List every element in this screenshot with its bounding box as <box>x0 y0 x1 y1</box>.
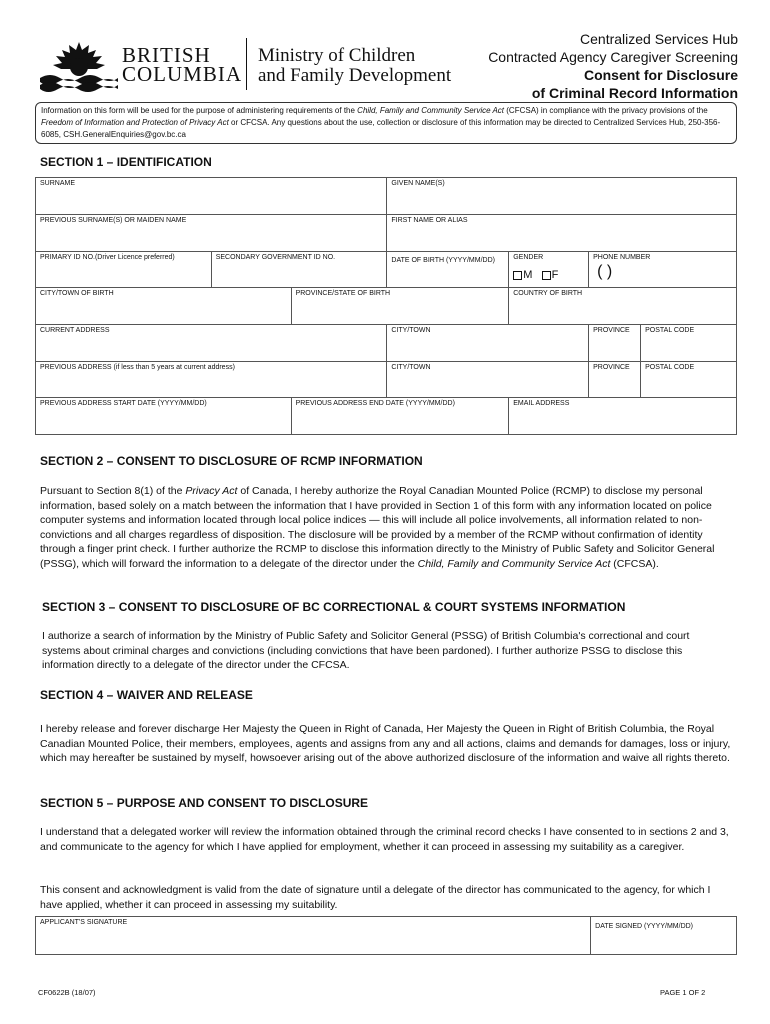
date-signed-field[interactable]: DATE SIGNED (YYYY/MM/DD) <box>591 917 737 955</box>
current-city-field[interactable]: CITY/TOWN <box>387 325 589 362</box>
previous-city-field[interactable]: CITY/TOWN <box>387 362 589 398</box>
ministry-name: Ministry of Children and Family Development <box>258 45 452 86</box>
title-line-2: Contracted Agency Caregiver Screening <box>488 49 738 65</box>
email-address-field[interactable]: EMAIL ADDRESS <box>509 398 737 435</box>
current-postal-code-field[interactable]: POSTAL CODE <box>641 325 737 362</box>
previous-address-field[interactable]: PREVIOUS ADDRESS (if less than 5 years at current address) <box>36 362 387 398</box>
identification-table <box>35 177 737 435</box>
page-number: PAGE 1 OF 2 <box>660 988 706 997</box>
phone-number-field[interactable]: PHONE NUMBER ( ) <box>589 252 737 288</box>
section5-text-2: This consent and acknowledgment is valid from the date of signature until a delegate of the director has communicated to the agency, for which I have applied, whether it can proceed in assessing my suitability. <box>40 884 711 911</box>
section3-text: I authorize a search of information by the Ministry of Public Safety and Solicitor General (PSSG) of British Columbia's correctional and court systems about criminal charges and convictions (including convictions that have been pardoned). I further authorize PSSG to disclose this information directly to a delegate of the director under the CFCSA. <box>42 630 690 671</box>
section4-text: I hereby release and forever discharge Her Majesty the Queen in Right of Canada, Her Majesty the Queen in Right of British Columbia, the Royal Canadian Mounted Police, their members, employees, agents and assigns from any and all actions, claims and demands for damages, loss or injury, which may hereafter be sustained by myself, howsoever arising out of the above authorized disclosure of the information and waive all rights thereto. <box>40 723 731 764</box>
signature-table <box>35 916 737 955</box>
bc-wordmark: BRITISH COLUMBIA <box>122 43 243 86</box>
bc-logo-icon <box>38 36 120 92</box>
gender-field: GENDER M F <box>509 252 589 288</box>
section3-title: SECTION 3 – CONSENT TO DISCLOSURE OF BC CORRECTIONAL & COURT SYSTEMS INFORMATION <box>42 600 626 614</box>
section5-text-1: I understand that a delegated worker will review the information obtained through the criminal record checks I have consented to in sections 2 and 3, and communicate to the agency for which I have applied for employment, whether it can proceed in assessing my suitability as a caregiver. <box>40 826 729 853</box>
primary-id-field[interactable]: PRIMARY ID NO.(Driver Licence preferred) <box>36 252 212 288</box>
prev-address-end-field[interactable]: PREVIOUS ADDRESS END DATE (YYYY/MM/DD) <box>291 398 509 435</box>
previous-province-field[interactable]: PROVINCE <box>589 362 641 398</box>
city-of-birth-field[interactable]: CITY/TOWN OF BIRTH <box>36 288 292 325</box>
country-of-birth-field[interactable]: COUNTRY OF BIRTH <box>509 288 737 325</box>
form-title-block <box>488 30 738 102</box>
previous-surname-field[interactable]: PREVIOUS SURNAME(S) OR MAIDEN NAME <box>36 215 387 252</box>
section4-title: SECTION 4 – WAIVER AND RELEASE <box>40 688 253 702</box>
section5-title: SECTION 5 – PURPOSE AND CONSENT TO DISCLOSURE <box>40 796 369 810</box>
first-name-alias-field[interactable]: FIRST NAME OR ALIAS <box>387 215 737 252</box>
title-line-4: of Criminal Record Information <box>531 85 738 101</box>
date-of-birth-field[interactable]: DATE OF BIRTH (YYYY/MM/DD) <box>387 252 509 288</box>
previous-postal-code-field[interactable]: POSTAL CODE <box>641 362 737 398</box>
given-names-field[interactable]: GIVEN NAME(S) <box>387 178 737 215</box>
secondary-id-field[interactable]: SECONDARY GOVERNMENT ID NO. <box>211 252 387 288</box>
section2-text: Pursuant to Section 8(1) of the Privacy Act of Canada, I hereby authorize the Royal Canadian Mounted Police (RCMP) to disclose my personal information, based solely on a match between the information that I have provided in Section 1 of this form with any information located on police computer systems and information located through local police indices — this will include all police involvements, all information related to non-convictions and all charges regardless of disposition. The disclosure will be provided by a member of the RCMP without confirmation of identity through a finger print check. I further authorize the RCMP to disclose this information directly to the Ministry of Public Safety and Solicitor General (PSSG), which will forward the information to a delegate of the director under the Child, Family and Community Service Act (CFCSA). <box>40 485 715 570</box>
privacy-notice: Information on this form will be used for the purpose of administering requirements of the Child, Family and Community Service Act (CFCSA) in compliance with the privacy provisions of the Freedom of Information and Protection of Privacy Act or CFCSA. Any questions about the use, collection or disclosure of this information may be directed to Centralized Services Hub, 250-356-6085, CSH.GeneralEnquiries@gov.bc.ca <box>35 102 737 144</box>
current-address-field[interactable]: CURRENT ADDRESS <box>36 325 387 362</box>
page-header <box>38 28 738 100</box>
gender-f-checkbox[interactable] <box>542 271 551 280</box>
current-province-field[interactable]: PROVINCE <box>589 325 641 362</box>
applicant-signature-field[interactable]: APPLICANT'S SIGNATURE <box>36 917 591 955</box>
form-code: CF0622B (18/07) <box>38 988 96 997</box>
prev-address-start-field[interactable]: PREVIOUS ADDRESS START DATE (YYYY/MM/DD) <box>36 398 292 435</box>
header-divider <box>246 38 247 90</box>
province-of-birth-field[interactable]: PROVINCE/STATE OF BIRTH <box>291 288 509 325</box>
section2-title: SECTION 2 – CONSENT TO DISCLOSURE OF RCMP INFORMATION <box>40 454 423 468</box>
title-line-1: Centralized Services Hub <box>580 31 738 47</box>
title-line-3: Consent for Disclosure <box>583 67 738 83</box>
section1-title: SECTION 1 – IDENTIFICATION <box>40 155 212 169</box>
gender-m-checkbox[interactable] <box>513 271 522 280</box>
surname-field[interactable]: SURNAME <box>36 178 387 215</box>
